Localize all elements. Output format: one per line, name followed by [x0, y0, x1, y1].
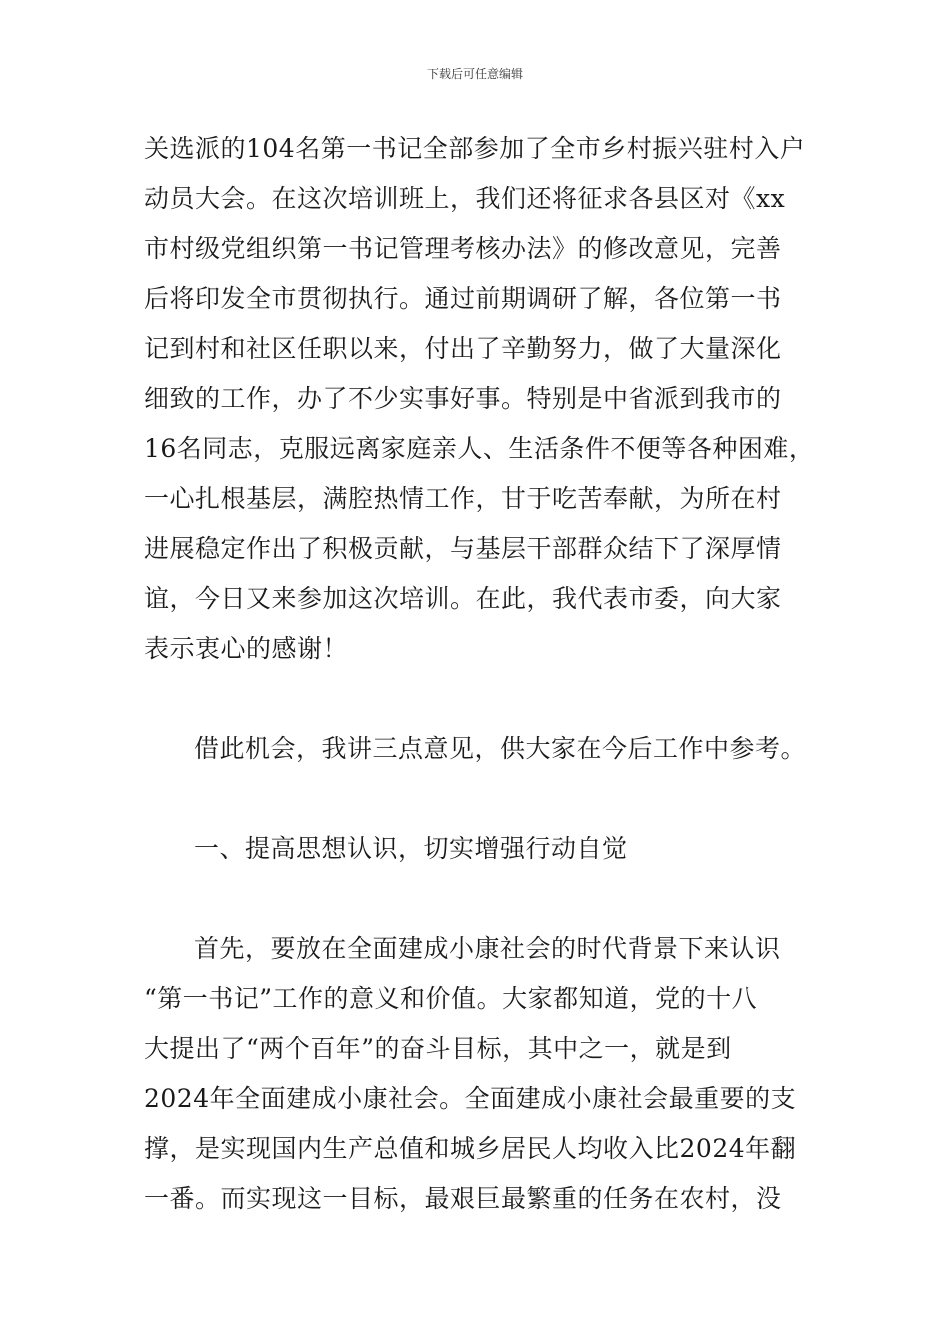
text-line: 谊，今日又来参加这次培训。在此，我代表市委，向大家 [144, 584, 782, 613]
paragraph-intro [144, 124, 824, 674]
page-header: 下载后可任意编辑 [426, 67, 523, 81]
text-line: 16名同志，克服远离家庭亲人、生活条件不便等各种困难， [144, 434, 815, 463]
text-line: 后将印发全市贯彻执行。通过前期调研了解，各位第一书 [144, 284, 782, 313]
text-line: 动员大会。在这次培训班上，我们还将征求各县区对《xx [144, 184, 786, 213]
text-line: 记到村和社区任职以来，付出了辛勤努力，做了大量深化 [144, 334, 782, 363]
text-line: 撑，是实现国内生产总值和城乡居民人均收入比2024年翻 [144, 1134, 797, 1163]
text-line: 表示衷心的感谢！ [144, 634, 349, 663]
text-line: 细致的工作，办了不少实事好事。特别是中省派到我市的 [144, 384, 782, 413]
text-line: “第一书记”工作的意义和价值。大家都知道，党的十八 [144, 984, 758, 1013]
section-heading: 一、提高思想认识，切实增强行动自觉 [194, 834, 628, 863]
text-line: 市村级党组织第一书记管理考核办法》的修改意见，完善 [144, 234, 782, 263]
text-line: 大提出了“两个百年”的奋斗目标，其中之一，就是到 [144, 1034, 732, 1063]
text-line: 进展稳定作出了积极贡献，与基层干部群众结下了深厚情 [144, 534, 782, 563]
paragraph-transition: 借此机会，我讲三点意见，供大家在今后工作中参考。 [194, 734, 807, 763]
text-line: 首先，要放在全面建成小康社会的时代背景下来认识 [194, 934, 781, 963]
paragraph-first-point [144, 924, 824, 1224]
text-line: 2024年全面建成小康社会。全面建成小康社会最重要的支 [144, 1084, 797, 1113]
text-line: 关选派的104名第一书记全部参加了全市乡村振兴驻村入户 [144, 134, 806, 163]
text-line: 一番。而实现这一目标，最艰巨最繁重的任务在农村，没 [144, 1184, 782, 1213]
paragraph-gap [144, 674, 824, 724]
paragraph-gap [144, 874, 824, 924]
document-body [144, 124, 824, 1224]
paragraph-gap [144, 774, 824, 824]
text-line: 一心扎根基层，满腔热情工作，甘于吃苦奉献，为所在村 [144, 484, 782, 513]
